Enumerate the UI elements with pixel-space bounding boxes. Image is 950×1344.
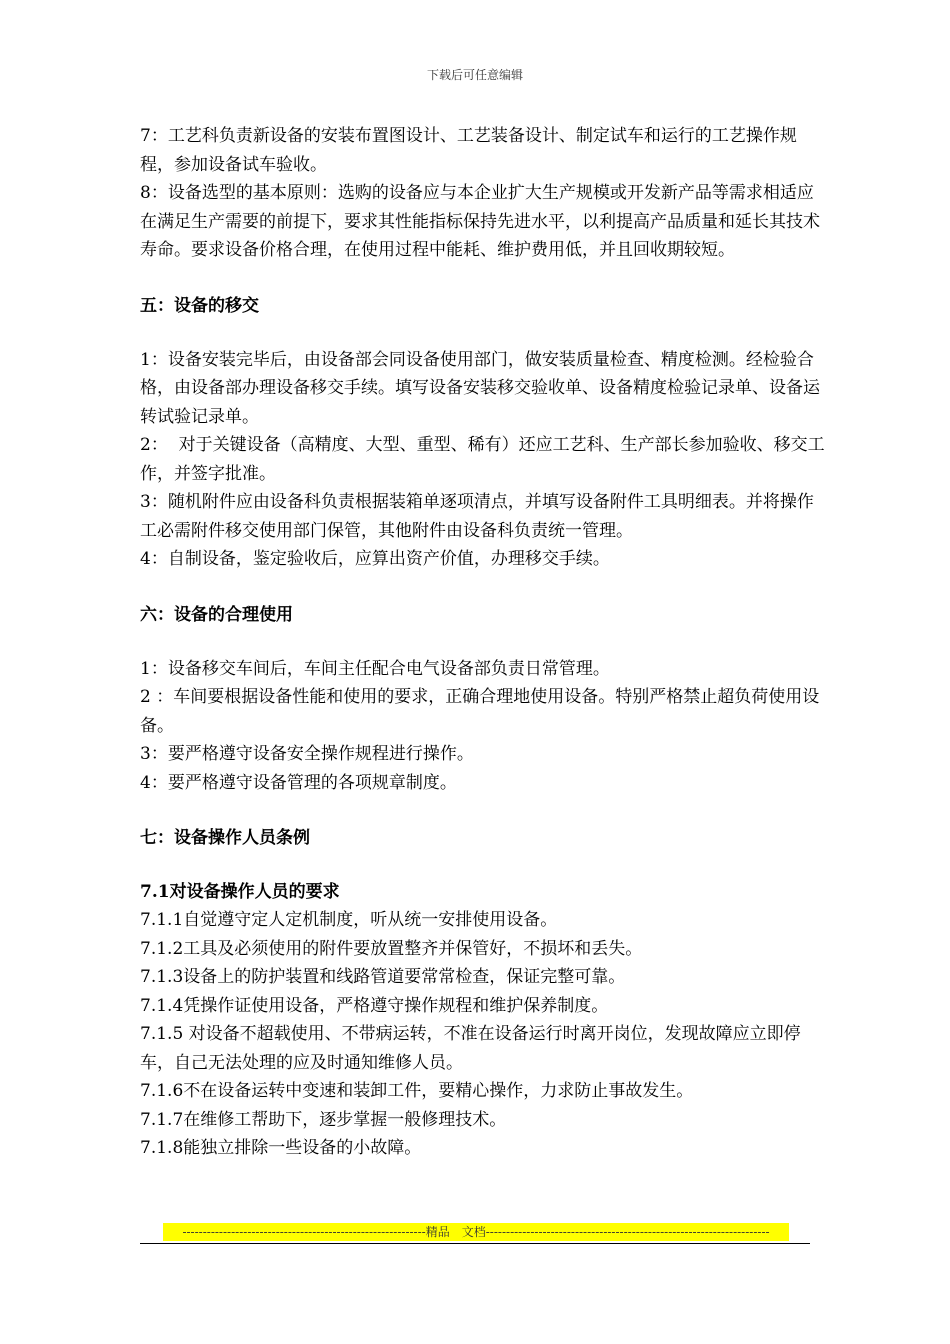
section-heading-operators: 七：设备操作人员条例: [140, 828, 310, 848]
operator-rule-5: 7.1.5 对设备不超载使用、不带病运转，不准在设备运行时离开岗位，发现故障应立即停车，自己无法处理的应及时通知维修人员。: [140, 1024, 801, 1073]
spacer: [140, 852, 830, 878]
paragraph-7: 7：工艺科负责新设备的安装布置图设计、工艺装备设计、制定试车和运行的工艺操作规程，参加设备试车验收。: [140, 126, 797, 175]
spacer: [140, 320, 830, 346]
section-heading-transfer: 五：设备的移交: [140, 295, 259, 316]
transfer-item-1: 1：设备安装完毕后，由设备部会同设备使用部门，做安装质量检查、精度检测。经检验合格，由设备部办理设备移交手续。填写设备安装移交验收单、设备精度检验记录单、设备运转试验记录单。: [140, 349, 820, 427]
operator-rule-3: 7.1.3设备上的防护装置和线路管道要常常检查，保证完整可靠。: [140, 967, 626, 987]
spacer: [140, 797, 830, 824]
operator-rule-2: 7.1.2工具及必须使用的附件要放置整齐并保管好，不损坏和丢失。: [140, 938, 643, 959]
operator-rule-8: 7.1.8能独立排除一些设备的小故障。: [140, 1138, 422, 1158]
footer-label: 精品 文档: [425, 1225, 486, 1239]
spacer: [140, 265, 830, 292]
section-heading-usage: 六：设备的合理使用: [140, 604, 293, 625]
usage-item-4: 4：要严格遵守设备管理的各项规章制度。: [140, 772, 457, 793]
operator-rule-6: 7.1.6不在设备运转中变速和装卸工件，要精心操作，力求防止事故发生。: [140, 1081, 694, 1101]
usage-item-3: 3：要严格遵守设备安全操作规程进行操作。: [140, 744, 474, 764]
transfer-item-4: 4：自制设备，鉴定验收后，应算出资产价值，办理移交手续。: [140, 549, 610, 569]
footer-watermark-band: [163, 1223, 789, 1241]
operator-rule-4: 7.1.4凭操作证使用设备，严格遵守操作规程和维护保养制度。: [140, 995, 609, 1016]
footer-left-dashes: ------------------------------------------------------------: [182, 1225, 426, 1239]
operator-rule-1: 7.1.1自觉遵守定人定机制度，听从统一安排使用设备。: [140, 910, 558, 930]
footer-divider: [140, 1243, 810, 1244]
footer-right-dashes: ----------------------------------------------------------------------: [485, 1225, 770, 1239]
subsection-heading-operator-requirements: 7.1对设备操作人员的要求: [140, 882, 340, 902]
transfer-item-2: 2： 对于关键设备（高精度、大型、重型、稀有）还应工艺科、生产部长参加验收、移交工作，并签字批准。: [140, 435, 825, 484]
spacer: [140, 574, 830, 601]
operator-rule-7: 7.1.7在维修工帮助下，逐步掌握一般修理技术。: [140, 1109, 507, 1130]
usage-item-1: 1：设备移交车间后，车间主任配合电气设备部负责日常管理。: [140, 658, 610, 679]
paragraph-8: 8：设备选型的基本原则：选购的设备应与本企业扩大生产规模或开发新产品等需求相适应在满足生产需要的前提下，要求其性能指标保持先进水平，以利提高产品质量和延长其技术寿命。要求设备价格合理，在使用过程中能耗、维护费用低，并且回收期较短。: [140, 183, 820, 260]
document-body: [140, 122, 830, 1163]
page-header-note: 下载后可任意编辑: [426, 68, 523, 82]
spacer: [140, 629, 830, 655]
usage-item-2: 2 ：车间要根据设备性能和使用的要求，正确合理地使用设备。特别严格禁止超负荷使用设备。: [140, 687, 820, 736]
transfer-item-3: 3：随机附件应由设备科负责根据装箱单逐项清点，并填写设备附件工具明细表。并将操作工必需附件移交使用部门保管，其他附件由设备科负责统一管理。: [140, 492, 814, 541]
